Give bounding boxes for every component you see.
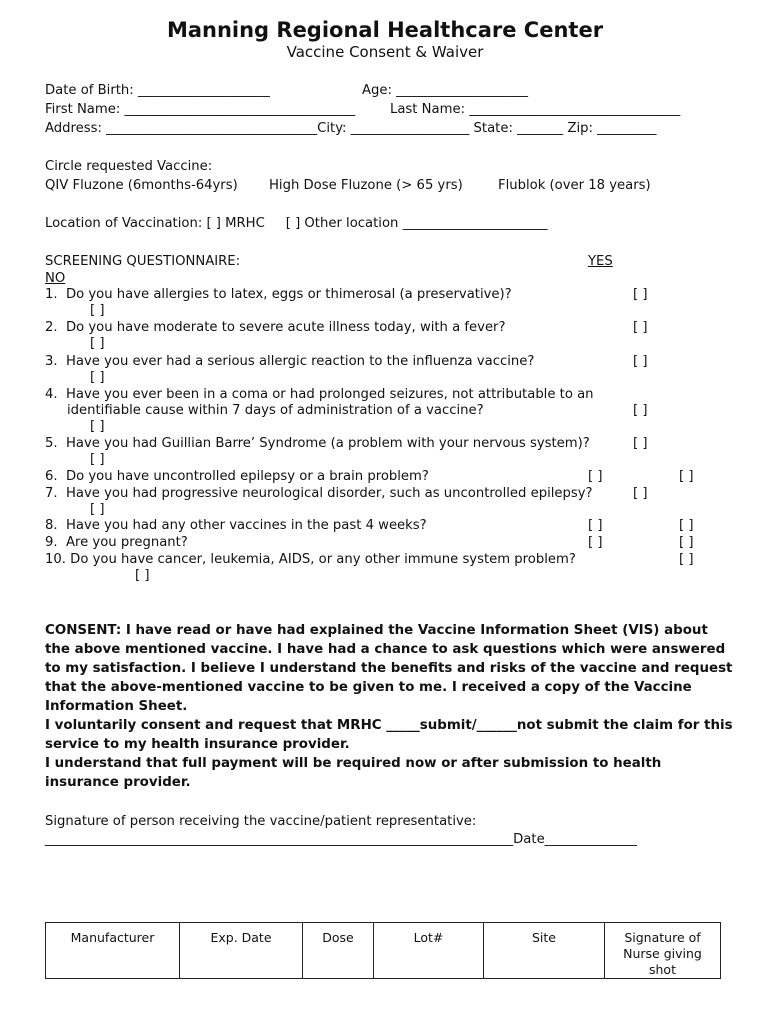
q1-yes-checkbox[interactable]: [ ] <box>633 287 648 302</box>
q2-yes-checkbox[interactable]: [ ] <box>633 320 648 335</box>
signature-label: Signature of person receiving the vaccine/patient representative: <box>45 814 477 829</box>
question-1: 1. Do you have allergies to latex, eggs or thimerosal (a preservative)? <box>45 287 512 302</box>
q8-no-checkbox[interactable]: [ ] <box>679 518 694 533</box>
q5-yes-checkbox[interactable]: [ ] <box>633 436 648 451</box>
question-6: 6. Do you have uncontrolled epilepsy or a brain problem? <box>45 469 429 484</box>
question-4: 4. Have you ever been in a coma or had prolonged seizures, not attributable to an <box>45 387 594 402</box>
q7-yes-checkbox[interactable]: [ ] <box>633 486 648 501</box>
question-10: 10. Do you have cancer, leukemia, AIDS, or any other immune system problem? <box>45 552 576 567</box>
consent-paragraph: CONSENT: I have read or have had explained the Vaccine Information Sheet (VIS) about the above mentioned vaccine. I have had a chance to ask questions which were answered to my satisfaction. I believe I understand the benefits and risks of the vaccine and request that the above-mentioned vaccine to be given to me. I received a copy of the Vaccine Information Sheet. <box>45 623 733 714</box>
page-title: Manning Regional Healthcare Center <box>166 18 604 42</box>
q6-yes-checkbox[interactable]: [ ] <box>588 469 603 484</box>
question-8: 8. Have you had any other vaccines in the past 4 weeks? <box>45 518 427 533</box>
dose-cell[interactable]: Dose <box>303 923 374 979</box>
dob-field[interactable]: Date of Birth: ____________________ <box>45 83 270 98</box>
exp-date-cell[interactable]: Exp. Date <box>180 923 303 979</box>
q4-no-checkbox[interactable]: [ ] <box>90 419 105 434</box>
table-row <box>46 923 721 979</box>
q10-yes-checkbox[interactable]: [ ] <box>679 552 694 567</box>
last-name-field[interactable]: Last Name: ________________________________ <box>390 102 681 117</box>
signature-line[interactable]: _______________________________________________________________________Date______________ <box>45 832 637 847</box>
vaccine-option-qiv[interactable]: QIV Fluzone (6months-64yrs) <box>45 178 238 193</box>
q2-no-checkbox[interactable]: [ ] <box>90 336 105 351</box>
q9-yes-checkbox[interactable]: [ ] <box>588 535 603 550</box>
question-9: 9. Are you pregnant? <box>45 535 188 550</box>
q8-yes-checkbox[interactable]: [ ] <box>588 518 603 533</box>
screening-heading: SCREENING QUESTIONNAIRE: <box>45 254 241 269</box>
q10-no-checkbox[interactable]: [ ] <box>135 568 150 583</box>
nurse-signature-cell[interactable]: Signature of Nurse giving shot <box>605 923 721 979</box>
manufacturer-cell[interactable]: Manufacturer <box>46 923 180 979</box>
vaccine-option-flublok[interactable]: Flublok (over 18 years) <box>498 178 651 193</box>
administration-table <box>45 922 721 979</box>
q7-no-checkbox[interactable]: [ ] <box>90 502 105 517</box>
question-2: 2. Do you have moderate to severe acute illness today, with a fever? <box>45 320 506 335</box>
question-5: 5. Have you had Guillian Barre’ Syndrome (a problem with your nervous system)? <box>45 436 590 451</box>
page-subtitle: Vaccine Consent & Waiver <box>286 43 484 61</box>
q4-yes-checkbox[interactable]: [ ] <box>633 403 648 418</box>
q9-no-checkbox[interactable]: [ ] <box>679 535 694 550</box>
billing-consent-paragraph: I voluntarily consent and request that MRHC _____submit/______not submit the claim for this service to my health insurance provider. <box>45 718 733 752</box>
question-4-cont: identifiable cause within 7 days of administration of a vaccine? <box>67 403 484 418</box>
lot-cell[interactable]: Lot# <box>374 923 484 979</box>
first-name-field[interactable]: First Name: ___________________________________ <box>45 102 356 117</box>
site-cell[interactable]: Site <box>484 923 605 979</box>
age-field[interactable]: Age: ____________________ <box>362 83 529 98</box>
q1-no-checkbox[interactable]: [ ] <box>90 303 105 318</box>
location-field[interactable]: Location of Vaccination: [ ] MRHC [ ] Other location ______________________ <box>45 216 548 231</box>
q3-yes-checkbox[interactable]: [ ] <box>633 354 648 369</box>
question-7: 7. Have you had progressive neurological disorder, such as uncontrolled epilepsy? <box>45 486 593 501</box>
vaccine-choice-label: Circle requested Vaccine: <box>45 159 213 174</box>
payment-paragraph: I understand that full payment will be required now or after submission to health insurance provider. <box>45 756 662 790</box>
yes-column-label: YES <box>588 254 613 269</box>
address-field[interactable]: Address: ________________________________City: __________________ State: _______ Zip: _________ <box>45 121 657 136</box>
question-3: 3. Have you ever had a serious allergic reaction to the influenza vaccine? <box>45 354 535 369</box>
no-column-label: NO <box>45 271 66 286</box>
q5-no-checkbox[interactable]: [ ] <box>90 452 105 467</box>
vaccine-option-high-dose[interactable]: High Dose Fluzone (> 65 yrs) <box>269 178 463 193</box>
q3-no-checkbox[interactable]: [ ] <box>90 370 105 385</box>
q6-no-checkbox[interactable]: [ ] <box>679 469 694 484</box>
